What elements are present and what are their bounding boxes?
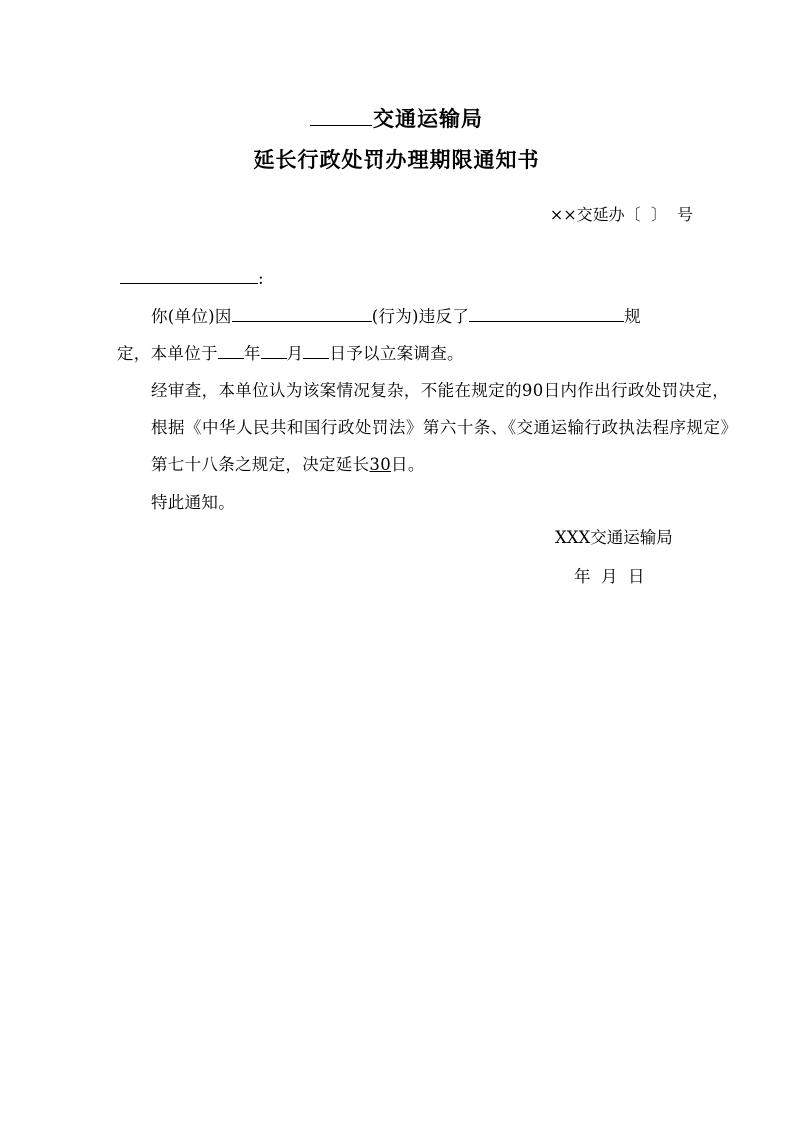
agency-name-blank[interactable]	[310, 103, 372, 126]
paragraph-decision	[117, 372, 729, 483]
violation-text-b: (行为)违反了	[371, 307, 470, 326]
regulation-blank[interactable]	[469, 303, 624, 322]
addressee-line	[120, 265, 264, 292]
document-number: ××交延办〔 〕 号	[549, 205, 693, 224]
addressee-blank[interactable]	[120, 265, 258, 284]
violation-text-c: 规	[624, 307, 641, 326]
decision-text-b: 日。	[391, 455, 425, 474]
paragraph-violation-line2	[117, 335, 695, 372]
decision-text-a: 经审查，本单位认为该案情况复杂，不能在规定的90日内作出行政处罚决定，根据《中华人民共和国行政处罚法》第六十条、《交通运输行政执法程序规定》第七十八条之规定，决定延长	[151, 381, 729, 474]
extension-days: 30	[369, 455, 392, 474]
agency-title	[0, 103, 793, 133]
agency-title-text: 交通运输局	[373, 106, 483, 131]
issuer-name: XXX交通运输局	[555, 528, 673, 547]
paragraph-closing: 特此通知。	[151, 493, 235, 512]
paragraph-violation-line1	[117, 298, 695, 335]
addressee-colon: :	[258, 269, 264, 289]
document-title: 延长行政处罚办理期限通知书	[253, 147, 540, 172]
violation-text-a: 你(单位)因	[151, 307, 232, 326]
paragraph-violation	[117, 298, 695, 372]
violation-text-e: 日予以立案调查。	[329, 344, 464, 363]
violation-text-d: 定，本单位于	[117, 344, 218, 363]
month-blank[interactable]	[261, 340, 287, 359]
issue-date: 年 月 日	[574, 567, 645, 586]
month-label: 月	[286, 344, 304, 363]
day-blank[interactable]	[303, 340, 329, 359]
cause-blank[interactable]	[232, 303, 372, 322]
year-blank[interactable]	[218, 340, 244, 359]
year-label: 年	[243, 344, 261, 363]
